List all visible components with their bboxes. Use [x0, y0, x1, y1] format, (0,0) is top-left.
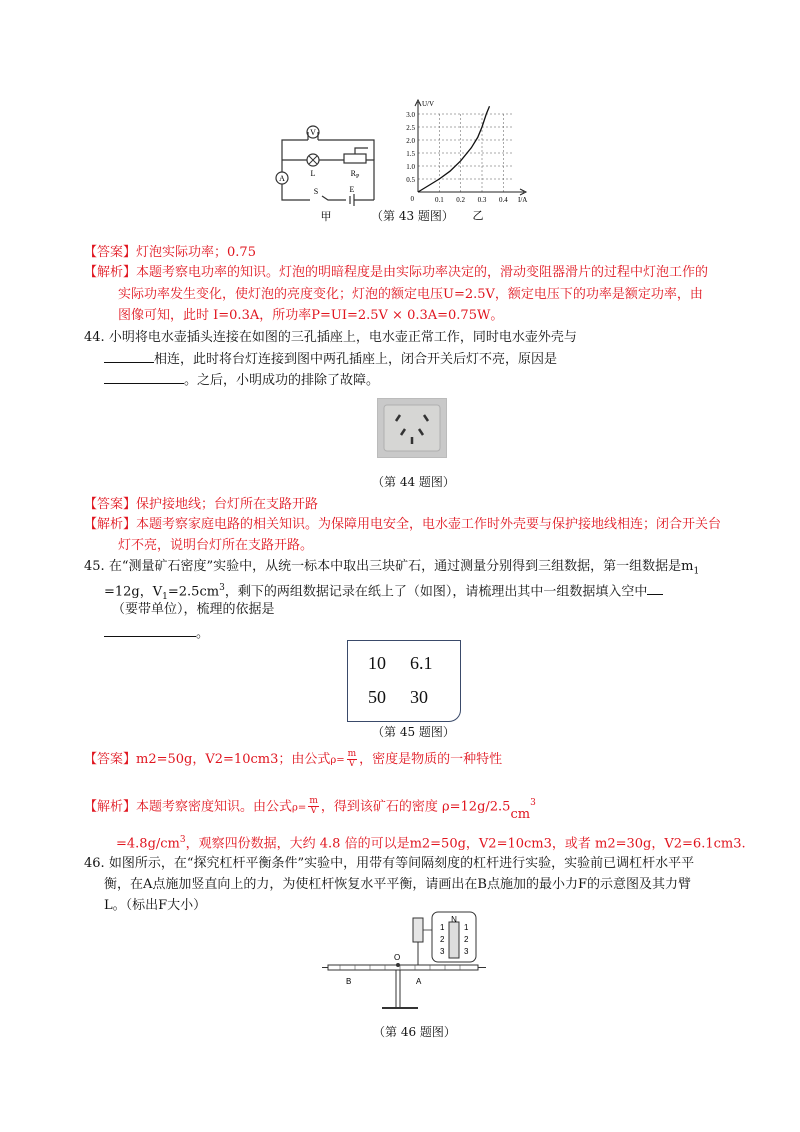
socket-photo	[377, 398, 447, 458]
analysis-tag: 【解析】	[84, 517, 137, 532]
voltmeter-label: V	[310, 128, 316, 137]
q45-line-4	[104, 622, 209, 644]
y-tick-label: 0.5	[406, 176, 415, 184]
scale-3-right: 3	[464, 947, 469, 956]
unit-exponent: 3	[179, 835, 186, 845]
fig43-right-label: 乙	[472, 209, 484, 222]
ammeter-label: A	[279, 174, 285, 183]
y-tick-label: 3.0	[406, 111, 415, 119]
question-text: =2.5	[167, 584, 200, 600]
y-axis-title: U/V	[422, 100, 435, 108]
q44-line-1	[84, 328, 577, 348]
question-number: 45.	[84, 559, 105, 574]
analysis-text: 本题考察密度知识。由公式	[136, 799, 293, 815]
answer-tag: 【答案】	[84, 497, 137, 512]
answer-text: 灯泡实际功率；0.75	[136, 245, 256, 260]
question-text: 如图所示，在“探究杠杆平衡条件”实验中，用带有等间隔刻度的杠杆进行实验，实验前已调杠杆水平平	[108, 856, 695, 871]
q44-analysis-line-2: 灯不亮，说明台灯所在支路开路。	[118, 538, 314, 553]
fig46-caption: （第 46 题图）	[373, 1025, 456, 1039]
answer-text: m2=50g，V2=10cm3；由公式	[136, 752, 331, 767]
unit-cm: cm	[199, 584, 220, 600]
fig44-caption: （第 44 题图）	[372, 475, 455, 489]
fig43-caption: （第 43 题图）	[371, 209, 454, 223]
fig46-lever-diagram	[320, 910, 500, 1020]
analysis-text: 本题考察电功率的知识。灯泡的明暗程度是由实际功率决定的，滑动变阻器滑片的过程中灯泡工作的	[136, 265, 709, 280]
fig43-ui-graph	[390, 92, 540, 222]
question-text: 。	[196, 626, 210, 641]
card-value: 10	[368, 653, 386, 673]
analysis-text: =4.8g/	[116, 836, 161, 852]
card-value: 30	[410, 687, 428, 707]
y-tick-label: 2.0	[406, 137, 415, 145]
analysis-text: ，得到该矿石的密度 ρ=12g/2.5	[320, 799, 511, 815]
x-tick-label: 0.3	[477, 196, 487, 204]
q44-analysis-line-1	[84, 515, 721, 535]
graph-group	[406, 100, 527, 204]
fraction-numerator: m	[309, 796, 318, 807]
question-text: ，剩下的两组数据记录在纸上了（如图），请梳理出其中一组数据填入空中	[224, 584, 648, 600]
fraction-numerator: m	[347, 749, 357, 759]
analysis-text: ，观察四份数据，大约 4.8 倍的可以是m2=50g，V2=10cm3，或者 m2=30g，V2=6.1cm3.	[185, 836, 746, 852]
scale-2-right: 2	[464, 935, 469, 944]
q45-answer	[84, 750, 502, 771]
q46-line-3: L。（标出F大小）	[104, 898, 207, 913]
q43-analysis-line-2: 实际功率发生变化，使灯泡的亮度变化；灯泡的额定电压U=2.5V，额定电压下的功率是额定功率，由	[118, 287, 703, 302]
question-text: 。之后，小明成功的排除了故障。	[184, 373, 380, 388]
scale-1-left: 1	[440, 923, 445, 932]
fraction-denominator: V	[348, 759, 356, 769]
q43-answer	[84, 243, 256, 263]
label-A: A	[416, 977, 422, 986]
density-fraction	[347, 750, 358, 769]
question-number: 44.	[84, 330, 105, 345]
q44-answer	[84, 495, 318, 515]
equals-sign: =	[297, 802, 307, 814]
scale-2-left: 2	[440, 935, 445, 944]
rho-symbol: ρ	[330, 755, 337, 766]
q43-analysis-line-3: 图像可知，此时 I=0.3A，所功率P=UI=2.5V × 0.3A=0.75W。	[118, 308, 504, 323]
q45-analysis-line-1	[84, 793, 536, 823]
rheostat-label: $R_P$	[350, 169, 360, 180]
answer-blank[interactable]	[104, 348, 154, 363]
y-tick-label: 2.5	[406, 124, 415, 132]
density-fraction	[308, 797, 319, 816]
v1-subscript: 1	[162, 591, 168, 602]
fig43-left-label: 甲	[320, 210, 332, 222]
origin-label: 0	[410, 195, 414, 203]
q44-line-2	[104, 348, 557, 370]
answer-tag: 【答案】	[84, 245, 137, 260]
scale-3-left: 3	[440, 947, 445, 956]
label-O: O	[394, 953, 401, 962]
card-value: 50	[368, 687, 386, 707]
y-tick-label: 1.5	[406, 150, 415, 158]
answer-blank[interactable]	[647, 580, 663, 595]
card-value: 6.1	[410, 653, 433, 673]
question-text: 在“测量矿石密度”实验中，从统一标本中取出三块矿石，通过测量分别得到三组数据，第一组数据是	[108, 559, 682, 574]
label-N: N	[451, 915, 457, 924]
unit-cm: cm	[160, 836, 180, 852]
data-card	[347, 640, 461, 722]
scale-1-right: 1	[464, 923, 469, 932]
analysis-tag: 【解析】	[84, 265, 137, 280]
q43-analysis-line-1	[84, 263, 708, 283]
m1-symbol: m	[681, 559, 694, 574]
answer-blank[interactable]	[104, 369, 184, 384]
v1-symbol: V	[152, 584, 163, 600]
q46-line-2: 衡，在A点施加竖直向上的力，为使杠杆恢复水平平衡，请画出在B点施加的最小力F的示意图及其力臂	[104, 877, 691, 892]
question-number: 46.	[84, 856, 105, 871]
lamp-label: L	[310, 169, 316, 178]
question-text: 小明将电水壶插头连接在如图的三孔插座上，电水壶正常工作，同时电水壶外壳与	[108, 330, 577, 345]
answer-text: ，密度是物质的一种特性	[359, 752, 503, 767]
y-tick-label: 1.0	[406, 163, 415, 171]
answer-tag: 【答案】	[84, 752, 137, 767]
switch-label: S	[313, 187, 319, 196]
x-axis-title: I/A	[518, 196, 528, 204]
battery-label: E	[349, 185, 355, 194]
question-text: 相连，此时将台灯连接到图中两孔插座上，闭合开关后灯不亮，原因是	[154, 352, 558, 367]
analysis-tag: 【解析】	[84, 799, 137, 815]
q44-line-3	[104, 369, 379, 391]
unit-exponent: 3	[530, 798, 536, 808]
analysis-text: 本题考察家庭电路的相关知识。为保障用电安全，电水壶工作时外壳要与保护接地线相连；闭合开关台	[136, 517, 722, 532]
q46-line-1	[84, 854, 694, 874]
rho-symbol: ρ	[292, 802, 298, 814]
q45-line-3: （要带单位），梳理的依据是	[112, 602, 275, 617]
fig45-caption: （第 45 题图）	[372, 725, 455, 739]
equals-sign: =	[336, 755, 345, 766]
fraction-denominator: V	[310, 806, 317, 817]
x-tick-label: 0.1	[434, 196, 444, 204]
socket-icon	[378, 399, 446, 457]
m1-subscript: 1	[693, 566, 700, 577]
label-B: B	[346, 977, 352, 986]
q45-analysis-line-2	[116, 830, 746, 854]
x-tick-label: 0.2	[456, 196, 466, 204]
answer-blank[interactable]	[104, 622, 196, 637]
unit-cm: cm	[510, 807, 531, 823]
unit-exponent: 3	[219, 583, 225, 593]
x-tick-label: 0.4	[498, 196, 508, 204]
answer-text: 保护接地线；台灯所在支路开路	[136, 497, 319, 512]
question-text: =12g，	[104, 584, 153, 600]
